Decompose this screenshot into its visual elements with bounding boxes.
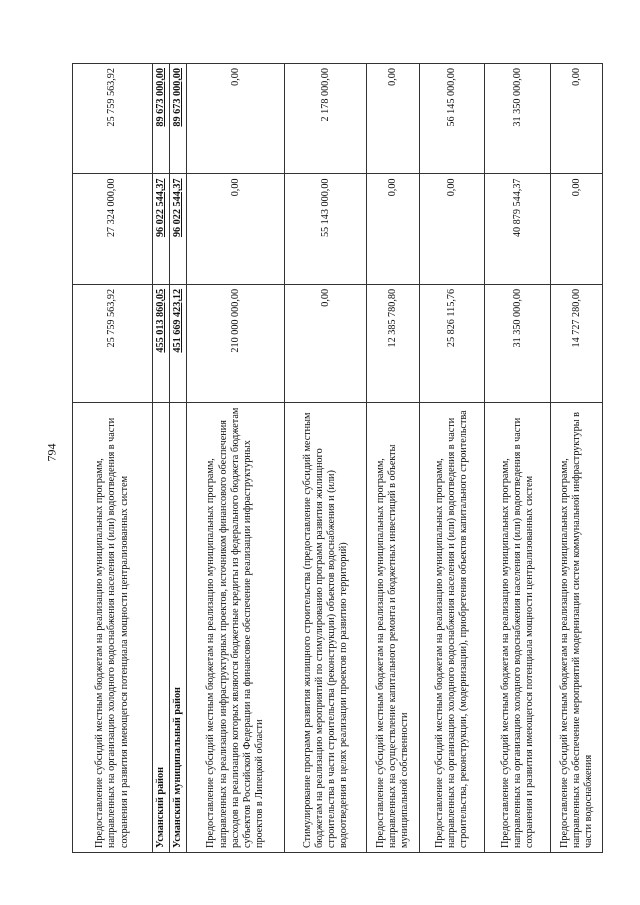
value-cell: 2 178 000,00: [285, 64, 367, 174]
value-cell: 0,00: [551, 174, 603, 284]
budget-table: [72, 63, 603, 853]
value-cell: 0,00: [551, 64, 603, 174]
value-cell: 56 145 000,00: [420, 64, 485, 174]
value-cell: 55 143 000,00: [285, 174, 367, 284]
row-label: Предоставление субсидий местным бюджетам на реализацию муниципальных программ, направленных на осуществление капитального ремонта и бюджетных инвестиций в объекты муниципальной собственности: [367, 403, 420, 853]
rotated-page-content: [72, 63, 603, 853]
row-label: Предоставление субсидий местным бюджетам на реализацию муниципальных программ, направленных на реализацию инфраструктурных проектов, источником финансового обеспечения расходов на реализацию которых являются бюджетные кредиты из федерального бюджета бюджетам субъектов Российской Федерации на финансовое обеспечение реализации инфраструктурных проектов в Липецкой области: [187, 403, 285, 853]
value-cell: 12 385 780,80: [367, 284, 420, 402]
value-cell: 0,00: [187, 64, 285, 174]
value-cell: 25 759 563,92: [73, 64, 153, 174]
value-cell: 0,00: [420, 174, 485, 284]
table-row: [73, 64, 153, 853]
value-cell: 96 022 544,37: [170, 174, 187, 284]
table-row: [285, 64, 367, 853]
row-label: Предоставление субсидий местным бюджетам на реализацию муниципальных программ, направленных на обеспечение мероприятий модернизации систем коммунальной инфраструктуры в части водоснабжения: [551, 403, 603, 853]
page-number: 794: [44, 443, 59, 462]
table-row-district: [153, 64, 170, 853]
table-row: [485, 64, 551, 853]
row-label: Усманский район: [153, 403, 170, 853]
value-cell: 40 879 544,37: [485, 174, 551, 284]
value-cell: 31 350 000,00: [485, 64, 551, 174]
value-cell: 455 013 860,05: [153, 284, 170, 402]
row-label: Стимулирование программ развития жилищного строительства (предоставление субсидий местным бюджетам на реализацию мероприятий по стимулированию программ развития жилищного строительства в части строительства (реконструкции) объектов водоснабжения и (или) водоотведения в целях реализации проектов по развитию территорий): [285, 403, 367, 853]
value-cell: 0,00: [285, 284, 367, 402]
table-row: [187, 64, 285, 853]
row-label: Предоставление субсидий местным бюджетам на реализацию муниципальных программ, направленных на организацию холодного водоснабжения населения и (или) водоотведения в части строительства, реконструкции, (модернизации), приобретения объектов капитального строительства: [420, 403, 485, 853]
value-cell: 451 669 423,12: [170, 284, 187, 402]
table-row: [367, 64, 420, 853]
value-cell: 89 673 000,00: [153, 64, 170, 174]
row-label: Предоставление субсидий местным бюджетам на реализацию муниципальных программ, направленных на организацию холодного водоснабжения населения и (или) водоотведения в части сохранения и развития имеющегося потенциала мощности централизованных систем: [485, 403, 551, 853]
table-row: [420, 64, 485, 853]
value-cell: 210 000 000,00: [187, 284, 285, 402]
value-cell: 25 826 115,76: [420, 284, 485, 402]
row-label: Предоставление субсидий местным бюджетам на реализацию муниципальных программ, направленных на организацию холодного водоснабжения населения и (или) водоотведения в части сохранения и развития имеющегося потенциала мощности централизованных систем: [73, 403, 153, 853]
value-cell: 25 759 563,92: [73, 284, 153, 402]
value-cell: 27 324 000,00: [73, 174, 153, 284]
value-cell: 89 673 000,00: [170, 64, 187, 174]
table-row: [551, 64, 603, 853]
value-cell: 0,00: [367, 174, 420, 284]
value-cell: 96 022 544,37: [153, 174, 170, 284]
value-cell: 31 350 000,00: [485, 284, 551, 402]
value-cell: 0,00: [187, 174, 285, 284]
value-cell: 14 727 280,00: [551, 284, 603, 402]
row-label: Усманский муниципальный район: [170, 403, 187, 853]
value-cell: 0,00: [367, 64, 420, 174]
table-row-municipal-district: [170, 64, 187, 853]
